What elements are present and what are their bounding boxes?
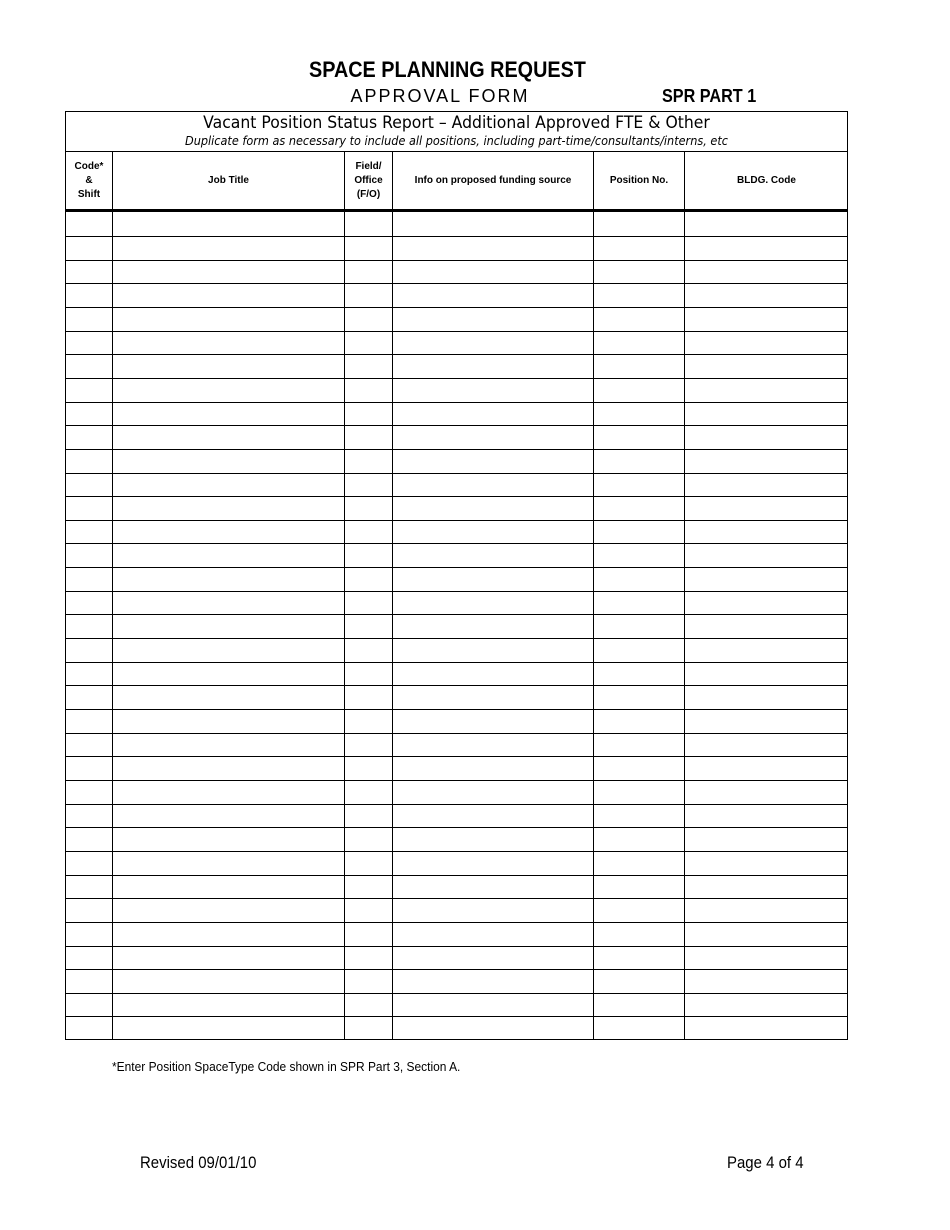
column-header-code-shift: Code* & Shift <box>74 160 104 200</box>
table-row <box>66 875 847 876</box>
column-divider <box>392 152 393 1039</box>
table-row <box>66 851 847 852</box>
table-row <box>66 709 847 710</box>
table-row <box>66 520 847 521</box>
table-row <box>66 567 847 568</box>
table-row <box>66 780 847 781</box>
column-divider <box>593 152 594 1039</box>
table-row <box>66 496 847 497</box>
form-part-label: SPR PART 1 <box>662 86 757 106</box>
table-row <box>66 638 847 639</box>
column-divider <box>344 152 345 1039</box>
report-title: Vacant Position Status Report – Additional Approved FTE & Other <box>203 113 710 133</box>
table-row <box>66 331 847 332</box>
form-title: SPACE PLANNING REQUEST <box>309 57 586 82</box>
table-row <box>66 260 847 261</box>
table-row <box>66 1016 847 1017</box>
column-divider <box>684 152 685 1039</box>
table-row <box>66 425 847 426</box>
table-row <box>66 543 847 544</box>
column-divider <box>112 152 113 1039</box>
footnote: *Enter Position SpaceType Code shown in SPR Part 3, Section A. <box>112 1059 461 1074</box>
table-row <box>66 283 847 284</box>
form-subtitle: APPROVAL FORM <box>350 86 530 106</box>
table-row <box>66 756 847 757</box>
table-row <box>66 733 847 734</box>
table-row <box>66 827 847 828</box>
revision-date: Revised 09/01/10 <box>140 1153 257 1172</box>
table-row <box>66 969 847 970</box>
page-number: Page 4 of 4 <box>727 1153 804 1172</box>
table-row <box>66 307 847 308</box>
position-table <box>65 111 848 1040</box>
table-row <box>66 473 847 474</box>
table-row <box>66 614 847 615</box>
table-row <box>66 662 847 663</box>
column-header-job-title: Job Title <box>208 174 249 186</box>
table-row <box>66 804 847 805</box>
column-header-funding-source: Info on proposed funding source <box>414 174 572 186</box>
table-row <box>66 993 847 994</box>
table-row <box>66 685 847 686</box>
column-header-field-office: Field/ Office (F/O) <box>354 160 383 200</box>
table-row <box>66 354 847 355</box>
column-header-bldg-code: BLDG. Code <box>737 174 796 186</box>
table-row <box>66 922 847 923</box>
table-row <box>66 449 847 450</box>
table-row <box>66 402 847 403</box>
column-header-position-no: Position No. <box>609 174 669 186</box>
table-row <box>66 898 847 899</box>
table-row <box>66 378 847 379</box>
table-row <box>66 591 847 592</box>
report-note: Duplicate form as necessary to include all positions, including part-time/consultants/interns, etc <box>185 134 728 148</box>
header-bottom-rule <box>66 209 847 212</box>
table-row <box>66 236 847 237</box>
table-row <box>66 946 847 947</box>
